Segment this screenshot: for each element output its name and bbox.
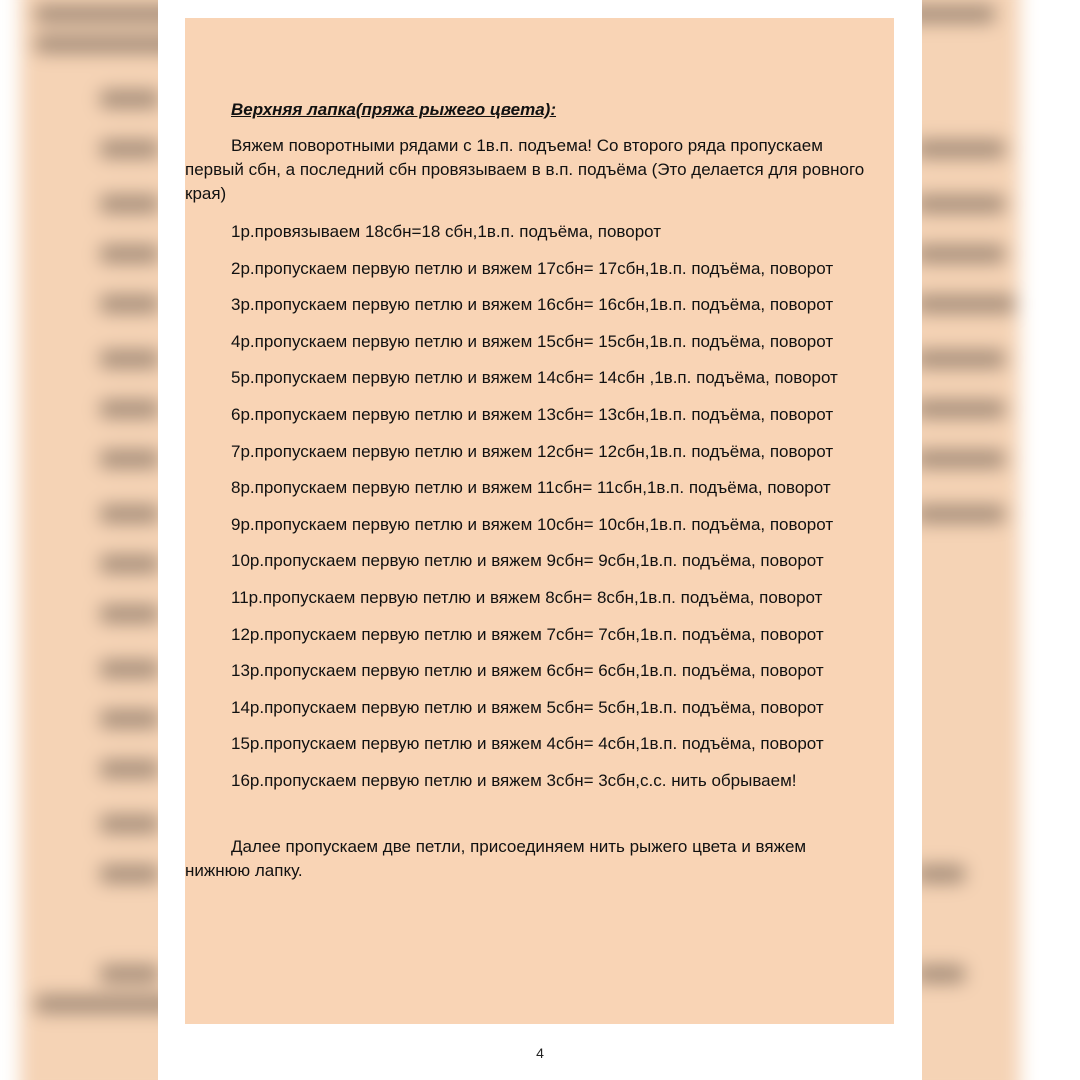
page-sheet	[185, 18, 894, 1024]
row-instruction: 10р.пропускаем первую петлю и вяжем 9сбн= 9сбн,1в.п. подъёма, поворот	[231, 551, 824, 571]
blurred-text-line	[915, 865, 965, 883]
row-instruction: 2р.пропускаем первую петлю и вяжем 17сбн= 17сбн,1в.п. подъёма, поворот	[231, 258, 834, 278]
blurred-text-line	[915, 450, 1005, 468]
blurred-text-line	[915, 195, 1005, 213]
row-instruction: 9р.пропускаем первую петлю и вяжем 10сбн= 10сбн,1в.п. подъёма, поворот	[231, 514, 834, 534]
row-instruction: 1р.провязываем 18сбн=18 сбн,1в.п. подъёма, поворот	[231, 222, 662, 241]
row-instruction: 14р.пропускаем первую петлю и вяжем 5сбн= 5сбн,1в.п. подъёма, поворот	[231, 697, 824, 717]
blurred-text-line	[100, 245, 160, 263]
blurred-text-line	[100, 760, 160, 778]
row-instruction: 12р.пропускаем первую петлю и вяжем 7сбн= 7сбн,1в.п. подъёма, поворот	[231, 624, 824, 644]
blurred-margin-right	[1040, 0, 1080, 1080]
blurred-text-line	[100, 505, 160, 523]
row-instruction: 16р.пропускаем первую петлю и вяжем 3сбн= 3сбн,с.с. нить обрываем!	[231, 770, 797, 790]
blurred-text-line	[915, 245, 1005, 263]
blurred-text-line	[100, 90, 160, 108]
blurred-text-line	[100, 195, 160, 213]
row-instruction: 11р.пропускаем первую петлю и вяжем 8сбн= 8сбн,1в.п. подъёма, поворот	[231, 587, 823, 607]
page-number: 4	[536, 1045, 544, 1061]
blurred-text-line	[100, 140, 160, 158]
row-instruction: 5р.пропускаем первую петлю и вяжем 14сбн= 14сбн ,1в.п. подъёма, поворот	[231, 368, 838, 388]
blurred-text-line	[915, 965, 965, 983]
outro-paragraph: Далее пропускаем две петли, присоединяем нить рыжего цвета и вяжем нижнюю лапку.	[185, 836, 807, 880]
row-instruction: 8р.пропускаем первую петлю и вяжем 11сбн= 11сбн,1в.п. подъёма, поворот	[231, 478, 831, 498]
blurred-text-line	[100, 295, 160, 313]
blurred-text-line	[100, 815, 160, 833]
row-instruction: 3р.пропускаем первую петлю и вяжем 16сбн= 16сбн,1в.п. подъёма, поворот	[231, 295, 834, 315]
blurred-text-line	[100, 450, 160, 468]
document-page	[158, 0, 922, 1080]
page-text	[185, 98, 894, 883]
intro-paragraph: Вяжем поворотными рядами с 1в.п. подъема! Со второго ряда пропускаем первый сбн, а последний сбн провязываем в в.п. подъёма (Это делается для ровного края)	[185, 136, 865, 203]
blurred-text-line	[915, 295, 1015, 313]
rows-list	[185, 220, 894, 793]
blurred-text-line	[100, 965, 160, 983]
blurred-text-line	[35, 995, 175, 1013]
blurred-text-line	[100, 605, 160, 623]
blurred-text-line	[915, 400, 1005, 418]
row-instruction: 13р.пропускаем первую петлю и вяжем 6сбн= 6сбн,1в.п. подъёма, поворот	[231, 661, 824, 681]
blurred-text-line	[100, 350, 160, 368]
blurred-text-line	[100, 710, 160, 728]
blurred-text-line	[100, 660, 160, 678]
blurred-text-line	[100, 865, 160, 883]
section-heading: Верхняя лапка(пряжа рыжего цвета):	[231, 100, 557, 119]
blurred-text-line	[915, 350, 1005, 368]
blurred-text-line	[100, 555, 160, 573]
blurred-margin-left	[0, 0, 20, 1080]
row-instruction: 15р.пропускаем первую петлю и вяжем 4сбн= 4сбн,1в.п. подъёма, поворот	[231, 734, 824, 754]
blurred-text-line	[100, 400, 160, 418]
blurred-text-line	[915, 505, 1005, 523]
row-instruction: 4р.пропускаем первую петлю и вяжем 15сбн= 15сбн,1в.п. подъёма, поворот	[231, 331, 834, 351]
blurred-text-line	[915, 140, 1005, 158]
row-instruction: 6р.пропускаем первую петлю и вяжем 13сбн= 13сбн,1в.п. подъёма, поворот	[231, 404, 834, 424]
row-instruction: 7р.пропускаем первую петлю и вяжем 12сбн= 12сбн,1в.п. подъёма, поворот	[231, 441, 834, 461]
